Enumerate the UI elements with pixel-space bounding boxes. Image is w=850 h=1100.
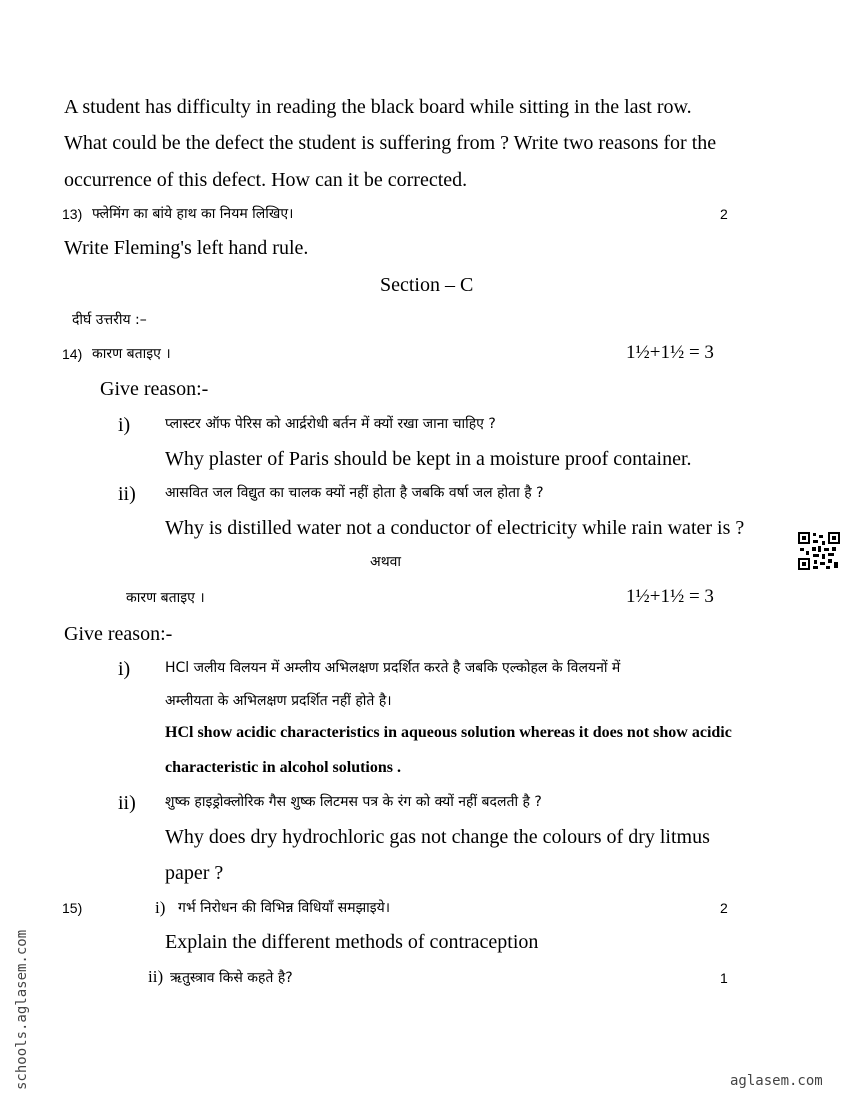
q14-give-reason: Give reason:- (100, 378, 209, 400)
q13-number: 13) (62, 206, 83, 222)
q14-ii-label: ii) (118, 483, 136, 505)
q14-hindi: कारण बताइए । (92, 346, 171, 362)
side-watermark: schools.aglasem.com (14, 929, 30, 1090)
q14-alt-marks: 1½+1½ = 3 (626, 586, 714, 607)
q15-ii-hindi: ऋतुस्त्राव किसे कहते है? (170, 970, 293, 986)
q14-number: 14) (62, 346, 83, 362)
q15-i-hindi: गर्भ निरोधन की विभिन्न विधियाँ समझाइये। (178, 900, 391, 916)
section-title: Section – C (380, 274, 474, 296)
q15-ii-marks: 1 (720, 970, 728, 986)
q14-alt-i-hindi-line-2: अम्लीयता के अभिलक्षण प्रदर्शित नहीं होते है। (165, 693, 392, 709)
q14-i-label: i) (118, 414, 131, 436)
q14-alt-ii-hindi: शुष्क हाइड्रोक्लोरिक गैस शुष्क लिटमस पत्र के रंग को क्यों नहीं बदलती है ? (165, 794, 542, 810)
q14-alt-hindi: कारण बताइए । (126, 590, 205, 606)
section-subtitle: दीर्घ उत्तरीय :– (72, 312, 147, 328)
q14-alt-i-english-line-2: characteristic in alcohol solutions . (165, 759, 401, 776)
q14-alt-give-reason: Give reason:- (64, 623, 173, 645)
q14-marks: 1½+1½ = 3 (626, 342, 714, 363)
q13-hindi: फ्लेमिंग का बांये हाथ का नियम लिखिए। (92, 206, 294, 222)
q14-i-english: Why plaster of Paris should be kept in a moisture proof container. (165, 448, 692, 470)
qr-code-icon (798, 532, 840, 570)
q12-en-line-3: occurrence of this defect. How can it be corrected. (64, 169, 468, 191)
q13-english: Write Fleming's left hand rule. (64, 237, 309, 259)
q15-i-english: Explain the different methods of contraception (165, 931, 539, 953)
q14-or-hindi: अथवा (370, 554, 402, 570)
q14-alt-i-label: i) (118, 658, 131, 680)
q15-i-label: i) (155, 898, 166, 917)
q14-ii-english: Why is distilled water not a conductor of electricity while rain water is ? (165, 517, 745, 539)
q15-i-marks: 2 (720, 900, 728, 916)
q14-i-hindi: प्लास्टर ऑफ पेरिस को आर्द्ररोधी बर्तन में क्यों रखा जाना चाहिए ? (165, 416, 496, 432)
q14-alt-i-hindi-line-1: HCl जलीय विलयन में अम्लीय अभिलक्षण प्रदर्शित करते है जबकि एल्कोहल के विलयनों में (165, 660, 621, 676)
q15-number: 15) (62, 900, 83, 916)
q14-ii-hindi: आसवित जल विद्युत का चालक क्यों नहीं होता है जबकि वर्षा जल होता है ? (165, 485, 544, 501)
footer-watermark: aglasem.com (730, 1073, 823, 1089)
q14-alt-i-english-line-1: HCl show acidic characteristics in aqueous solution whereas it does not show acidic (165, 724, 732, 741)
q12-en-line-1: A student has difficulty in reading the black board while sitting in the last row. (64, 96, 692, 118)
q14-alt-ii-english-line-1: Why does dry hydrochloric gas not change the colours of dry litmus (165, 826, 710, 848)
q13-marks: 2 (720, 206, 728, 222)
q12-en-line-2: What could be the defect the student is suffering from ? Write two reasons for the (64, 132, 717, 154)
q14-alt-ii-label: ii) (118, 792, 136, 814)
q15-ii-label: ii) (148, 967, 164, 986)
q14-alt-ii-english-line-2: paper ? (165, 862, 224, 884)
